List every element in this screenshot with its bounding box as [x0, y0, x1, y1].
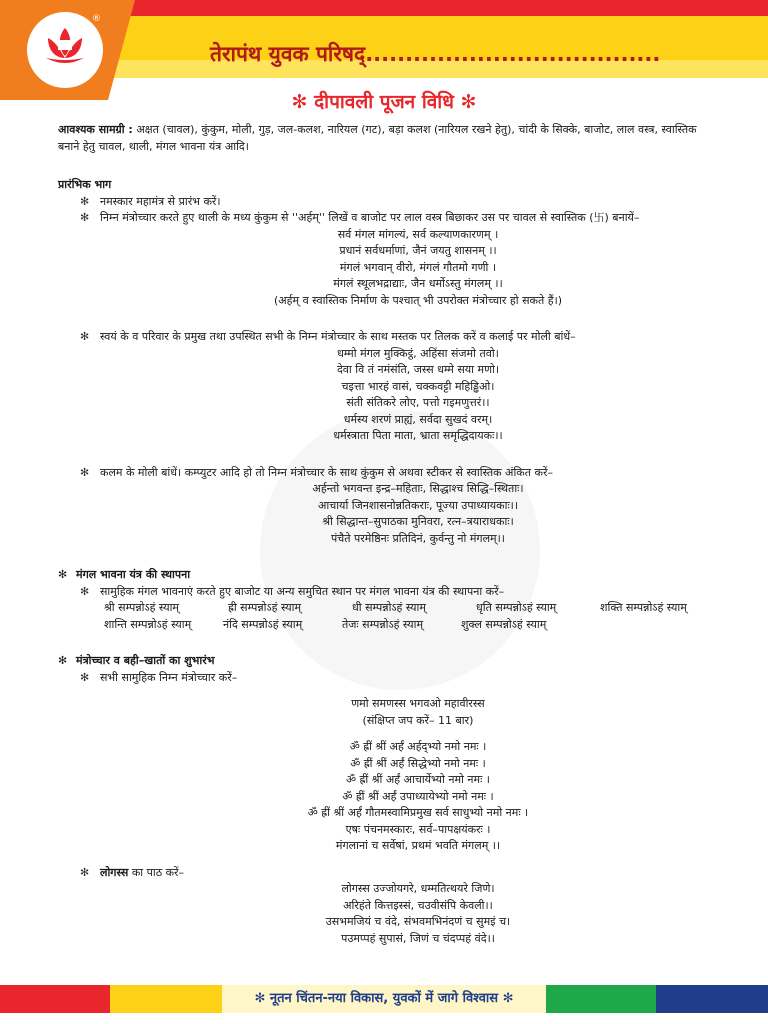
mantra-line: आचार्या जिनशासनोन्नतिकराः, पूज्या उपाध्यायकाः।। — [317, 498, 519, 512]
footer-slogan: ✻ नूतन चिंतन-नया विकास, युवकों में जागे विश्वास ✻ — [222, 985, 546, 1013]
mantra-line: चइत्ता भारहं वासं, चक्कवट्टी महिड्ढिओ। — [341, 379, 495, 393]
yantra-item: नंदि सम्पन्नोऽहं स्याम् — [223, 617, 303, 631]
asterisk-icon: ✻ — [80, 584, 90, 598]
yantra-item: धृति सम्पन्नोऽहं स्याम् — [476, 601, 557, 614]
asterisk-icon: ✻ — [58, 654, 68, 667]
mantra-line: सर्व मंगल मांगल्यं, सर्व कल्याणकारणम् । — [337, 227, 499, 241]
mantra-line: धर्मस्त्राता पिता माता, भ्राता समृद्धिदायकः।। — [333, 429, 503, 442]
section-heading-yantra: ✻ मंगल भावना यंत्र की स्थापना — [58, 567, 718, 584]
mantra-note: (संक्षिप्त जप करें– 11 बार) — [362, 713, 474, 727]
list-item — [58, 670, 718, 687]
registered-mark: ® — [92, 14, 101, 24]
mantra-line: मंगलानां च सर्वेषां, प्रथमं भवति मंगलम् ।। — [335, 839, 501, 852]
asterisk-icon: ✻ — [80, 865, 90, 879]
list-item: ✻ लोगस्स का पाठ करें– — [58, 865, 718, 882]
list-item-text: सामुहिक मंगल भावनाएं करते हुए बाजोट या अन्य समुचित स्थान पर मंगल भावना यंत्र की स्थापना करें– — [100, 584, 505, 598]
list-item-text: सभी सामुहिक निम्न मंत्रोच्चार करें– — [100, 670, 238, 684]
yantra-item: शुक्ल सम्पन्नोऽहं स्याम् — [461, 617, 547, 631]
section-heading-ledger: ✻ मंत्रोच्चार व बही–खातों का शुभारंभ — [58, 653, 718, 670]
yantra-row — [58, 600, 718, 617]
mantra-line: पंचैते परमेष्ठिनः प्रतिदिनं, कुर्वन्तु नो मंगलम्।। — [331, 531, 505, 545]
mantra-line: मंगलं भगवान् वीरो, मंगलं गौतमो गणी । — [339, 260, 497, 274]
list-item-text: स्वयं के व परिवार के प्रमुख तथा उपस्थित सभी के निम्न मंत्रोच्चार के साथ मस्तक पर तिलक करें व कलाई पर मोली बांधें– — [100, 330, 576, 343]
footer-red-segment — [0, 985, 110, 1013]
document-body — [58, 122, 718, 947]
mantra-line: ॐ ह्रीं श्रीं अर्हं उपाध्यायेभ्यो नमो नमः । — [342, 789, 494, 803]
yantra-item: धी सम्पन्नोऽहं स्याम् — [352, 601, 426, 614]
list-item — [58, 210, 718, 227]
yantra-item: शक्ति सम्पन्नोऽहं स्याम् — [600, 601, 687, 614]
org-title: तेरापंथ युवक परिषद्..................................... — [210, 42, 661, 66]
lotus-logo-icon — [40, 22, 90, 72]
mantra-line: अरिहंते कित्तइस्सं, चउवीसंपि केवली।। — [343, 898, 493, 912]
section-heading-initial: प्रारंभिक भाग — [58, 178, 112, 191]
asterisk-icon: ✻ — [80, 330, 90, 343]
yantra-item: तेजः सम्पन्नोऽहं स्याम् — [342, 617, 424, 631]
mantra-line: ॐ ह्रीं श्रीं अर्हं गौतमस्वामिप्रमुख सर्व साधुभ्यो नमो नमः । — [307, 806, 529, 819]
mantra-line: ॐ ह्रीं श्रीं अर्हं आचार्येभ्यो नमो नमः । — [346, 773, 490, 786]
yantra-item: शान्ति सम्पन्नोऽहं स्याम् — [104, 617, 192, 631]
asterisk-icon: ✻ — [80, 670, 90, 684]
document-title: ✻ दीपावली पूजन विधि ✻ — [291, 91, 477, 113]
asterisk-icon: ✻ — [80, 465, 90, 479]
mantra-line: णमो समणस्स भगवओ महावीरस्स — [351, 697, 485, 710]
mantra-line: अर्हन्तो भगवन्त इन्द्र–महिताः, सिद्धाश्च सिद्धि–स्थिताः। — [312, 482, 524, 495]
mantra-line: पउमप्पहं सुपासं, जिणं च चंदप्पहं वंदे।। — [341, 931, 495, 945]
footer-blue-segment — [656, 985, 768, 1013]
required-items-label: आवश्यक सामग्री : — [58, 123, 133, 136]
yantra-row — [58, 617, 574, 634]
mantra-line: देवा वि तं नमंसंति, जस्स धम्मे सया मणो। — [336, 363, 500, 376]
asterisk-icon: ✻ — [58, 568, 68, 581]
footer-green-segment — [546, 985, 656, 1013]
yantra-item: ह्री सम्पन्नोऽहं स्याम् — [228, 601, 302, 614]
required-items-text: अक्षत (चावल), कुंकुम, मोली, गुड़, जल-कलश, नारियल (गट), बड़ा कलश (नारियल रखने हेतु), चांदी के सिक्के, बाजोट, लाल वस्त्र, स्वास्तिक बनाने हेतु चावल, थाली, मंगल भावना यंत्र आदि। — [58, 123, 697, 153]
mantra-line: एषः पंचनमस्कारः, सर्व–पापक्षयंकरः । — [345, 822, 491, 836]
footer-yellow-segment — [110, 985, 222, 1013]
mantra-line: ॐ ह्रीं श्रीं अर्हं सिद्धेभ्यो नमो नमः । — [350, 756, 486, 770]
mantra-line: धर्मस्य शरणं प्राह्यं, सर्वदा सुखदं वरम्। — [343, 412, 493, 426]
required-items — [58, 122, 718, 155]
asterisk-icon: ✻ — [80, 211, 90, 224]
mantra-line: श्री सिद्धान्त–सुपाठका मुनिवरा, रत्न–त्रयाराधकाः। — [322, 515, 514, 528]
list-item — [58, 465, 718, 482]
list-item-text: नमस्कार महामंत्र से प्रारंभ करें। — [100, 194, 221, 208]
list-item-text: निम्न मंत्रोच्चार करते हुए थाली के मध्य कुंकुम से ''अर्हम्'' लिखें व बाजोट पर लाल वस्त्र बिछाकर उस पर चावल से स्वास्तिक (卐) बनायें– — [100, 211, 640, 224]
list-item — [58, 194, 718, 211]
mantra-line: लोगस्स उज्जोयगरे, धम्मतित्थयरे जिणे। — [341, 882, 495, 895]
list-item-text: कलम के मोली बांधें। कम्प्युटर आदि हो तो निम्न मंत्रोच्चार के साथ कुंकुम से अथवा स्टीकर से स्वास्तिक अंकित करें– — [100, 465, 553, 479]
mantra-line: ॐ ह्रीं श्रीं अर्हं अर्हद्भ्यो नमो नमः । — [349, 740, 487, 753]
mantra-line: प्रधानं सर्वधर्माणां, जैनं जयतु शासनम् ।। — [339, 244, 497, 257]
list-item — [58, 329, 718, 346]
mantra-line: धम्मो मंगल मुक्किट्ठं, अहिंसा संजमो तवो। — [337, 346, 499, 360]
mantra-line: उसभमजियं च वंदे, संभवमभिनंदणं च सुमइं च। — [325, 915, 511, 928]
mantra-line: संती संतिकरे लोए, पत्तो गइमणुत्तरं।। — [346, 396, 490, 409]
list-item — [58, 584, 718, 601]
mantra-line: मंगलं स्थूलभद्राद्याः, जैन धर्मोऽस्तु मंगलम् ।। — [333, 277, 503, 290]
asterisk-icon: ✻ — [80, 194, 90, 208]
yantra-item: श्री सम्पन्नोऽहं स्याम् — [104, 601, 180, 614]
mantra-note: (अर्हम् व स्वास्तिक निर्माण के पश्चात् भी उपरोक्त मंत्रोच्चार हो सकते हैं।) — [273, 293, 563, 307]
